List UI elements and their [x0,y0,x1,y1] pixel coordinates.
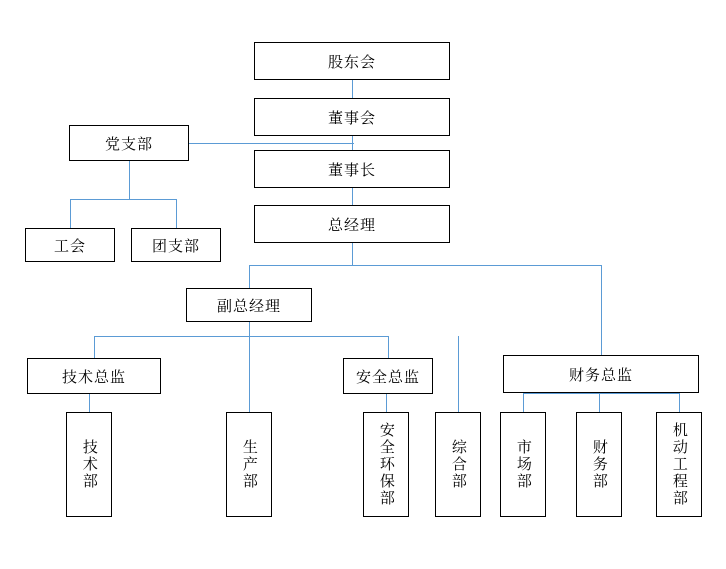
connector-deputy-to-tech-director [94,336,95,358]
connector-shareholders-to-board [352,80,353,98]
node-finance-dept[interactable] [576,412,622,517]
connector-finance-to-finance-dept [599,393,600,412]
connector-gm-drop [352,243,353,265]
node-technical-director[interactable] [27,358,161,394]
node-label: 安全总监 [355,367,420,386]
node-production-dept[interactable] [226,412,272,517]
node-label: 财务部 [590,439,609,490]
connector-gm-to-finance-director [601,265,602,355]
node-market-dept[interactable] [500,412,546,517]
connector-tech-director-to-dept [89,394,90,412]
connector-chairman-to-gm [352,188,353,205]
connector-party-drop [129,161,130,199]
node-general-manager[interactable] [254,205,450,243]
node-label: 财务总监 [568,365,633,384]
node-general-office[interactable] [435,412,481,517]
node-deputy-general-manager[interactable] [186,288,312,322]
node-label: 副总经理 [216,296,281,315]
node-financial-director[interactable] [503,355,699,393]
node-label: 团支部 [151,236,200,255]
connector-league-drop [176,199,177,228]
node-youth-league[interactable] [131,228,221,262]
node-label: 市场部 [514,439,533,490]
connector-safety-director-to-dept [386,394,387,412]
node-safety-director[interactable] [343,358,433,394]
connector-deputy-to-general-office [458,336,459,412]
node-label: 工会 [53,236,86,255]
node-board[interactable] [254,98,450,136]
node-chairman[interactable] [254,150,450,188]
node-labor-union[interactable] [25,228,115,262]
node-technical-dept[interactable] [66,412,112,517]
node-label: 股东会 [327,52,376,71]
connector-gm-bus [249,265,601,266]
node-label: 机动工程部 [670,422,689,507]
node-label: 生产部 [240,439,259,490]
node-mechanical-eng-dept[interactable] [656,412,702,517]
connector-party-to-trunk [189,143,354,144]
node-label: 董事会 [327,108,376,127]
node-party-branch[interactable] [69,125,189,161]
connector-finance-director-bus [523,393,679,394]
node-label: 技术部 [80,439,99,490]
connector-party-bus [70,199,176,200]
node-label: 综合部 [449,439,468,490]
connector-gm-to-deputy [249,265,250,288]
node-label: 董事长 [327,160,376,179]
node-shareholders[interactable] [254,42,450,80]
connector-finance-to-mech [679,393,680,412]
connector-deputy-bus [94,336,388,337]
node-label: 党支部 [104,134,153,153]
connector-union-drop [70,199,71,228]
node-label: 总经理 [327,215,376,234]
connector-finance-to-market [523,393,524,412]
connector-deputy-to-safety-director [388,336,389,358]
node-label: 安全环保部 [377,422,396,507]
connector-deputy-to-production [249,336,250,412]
node-label: 技术总监 [61,367,126,386]
connector-deputy-drop [249,322,250,336]
node-safety-env-dept[interactable] [363,412,409,517]
